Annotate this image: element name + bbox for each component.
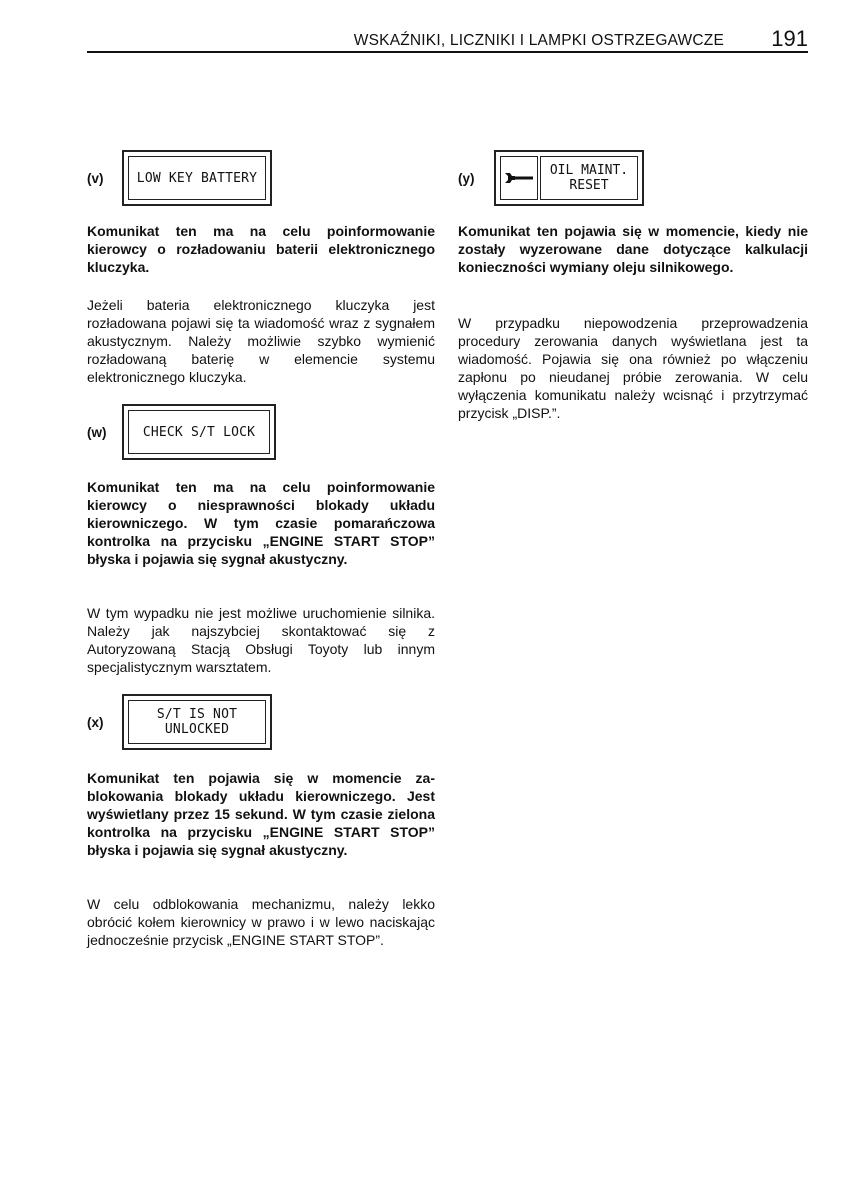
display-oil-maint-reset [494, 150, 644, 206]
item-label-w: (w) [87, 425, 107, 440]
display-check-st-lock [122, 404, 276, 460]
item-label-x: (x) [87, 715, 104, 730]
item-w-description: Komunikat ten ma na celu poinformowanie kierowcy o niesprawności blokady układu kierowniczego. W tym czasie pomarańczowa kontrolka na przycisku „ENGINE START STOP” błyska i pojawia się sygnał akustyczny. [87, 479, 435, 567]
page-number: 191 [771, 26, 808, 51]
display-text: LOW KEY BATTERY [128, 156, 266, 200]
display-line-2: UNLOCKED [164, 722, 230, 737]
item-w-details: W tym wypadku nie jest możliwe uruchomienie silnika. Należy jak najszybciej skontaktować się z Autoryzowaną Stacją Obsługi Toyoty lub innym specjalistycznym warsztatem. [87, 605, 435, 675]
display-line-1: OIL MAINT. [549, 163, 629, 178]
display-text [540, 156, 638, 200]
item-v-description: Komunikat ten ma na celu poinformowanie kierowcy o rozładowaniu baterii elektronicznego kluczyka. [87, 223, 435, 275]
item-label-y: (y) [458, 171, 475, 186]
item-y-description: Komunikat ten pojawia się w momencie, kiedy nie zostały wyzerowane dane dotyczące kalkulacji konieczności wymiany oleju silnikowego. [458, 223, 808, 275]
display-text: CHECK S/T LOCK [128, 410, 270, 454]
item-v-details: Jeżeli bateria elektronicznego kluczyka jest rozładowana pojawi się ta wiadomość wraz z sygnałem akustycznym. Należy możliwie szybko wymienić rozładowaną baterię w elemencie systemu elektronicznego kluczyka. [87, 297, 435, 385]
display-text [128, 700, 266, 744]
wrench-icon [500, 156, 538, 200]
display-st-not-unlocked [122, 694, 272, 750]
wrench-icon-graphic [504, 169, 534, 187]
header-divider [87, 51, 808, 53]
display-line-1: S/T IS NOT [156, 707, 238, 722]
page-header [87, 26, 808, 50]
item-x-description: Komunikat ten pojawia się w momencie zablokowania blokady układu kierowniczego. Jest wyświetlany przez 15 sekund. W tym czasie zielona kontrolka na przycisku „ENGINE START STOP” błyska i pojawia się sygnał akustyczny. [87, 770, 435, 858]
item-label-v: (v) [87, 171, 104, 186]
item-x-details: W celu odblokowania mechanizmu, należy lekko obrócić kołem kierownicy w prawo i w lewo naciskając jednocześnie przycisk „ENGINE START STOP”. [87, 896, 435, 948]
display-low-key-battery [122, 150, 272, 206]
section-title: WSKAŹNIKI, LICZNIKI I LAMPKI OSTRZEGAWCZE [353, 32, 724, 49]
item-y-details: W przypadku niepowodzenia przeprowadzenia procedury zerowania danych wyświetlana jest ta wiadomość. Pojawia się ona również po włączeniu zapłonu po nieudanej próbie zerowania. W celu wyłączenia komunikatu należy wcisnąć i przytrzymać przycisk „DISP.”. [458, 315, 808, 421]
display-line-2: RESET [569, 178, 609, 193]
